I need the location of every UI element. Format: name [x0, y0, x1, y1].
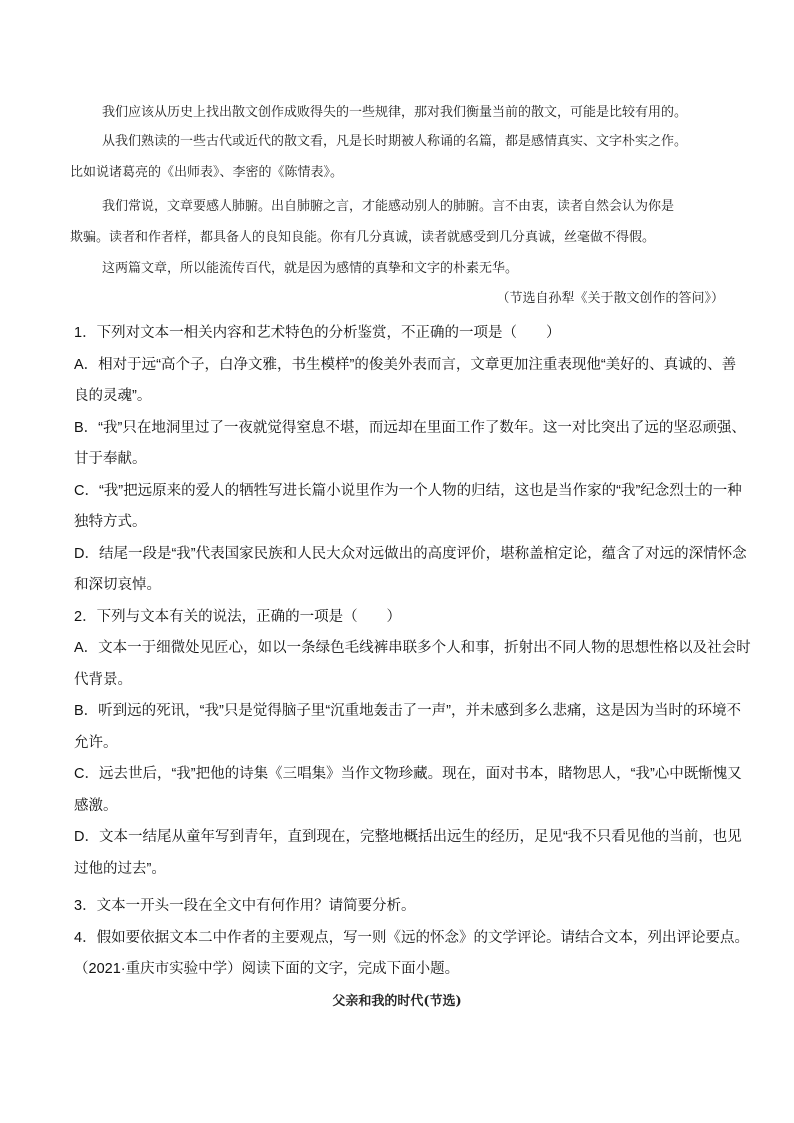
reading-intro: （2021·重庆市实验中学）阅读下面的文字，完成下面小题。	[74, 961, 460, 977]
question-2-option-b-line-2: 允许。	[74, 735, 118, 751]
passage-paragraph-3-line-1: 我们常说，文章要感人肺腑。出自肺腑之言，才能感动别人的肺腑。言不由衷，读者自然会认为你是	[102, 199, 675, 214]
passage-paragraph-4: 这两篇文章，所以能流传百代，就是因为感情的真挚和文字的朴素无华。	[102, 261, 519, 276]
question-1-stem: 1．下列对文本一相关内容和艺术特色的分析鉴赏，不正确的一项是（ ）	[74, 325, 561, 341]
question-3: 3．文本一开头一段在全文中有何作用？请简要分析。	[74, 898, 416, 914]
question-1-option-b-line-2: 甘于奉献。	[74, 451, 147, 467]
passage-paragraph-2-line-2: 比如说诸葛亮的《出师表》、李密的《陈情表》。	[70, 165, 344, 180]
question-1-option-d-line-2: 和深切哀悼。	[74, 577, 161, 593]
question-2-option-a-line-1: A．文本一于细微处见匠心，如以一条绿色毛线裤串联多个人和事，折射出不同人物的思想性格以及社会时	[74, 640, 751, 656]
question-1-option-d-line-1: D．结尾一段是“我”代表国家民族和人民大众对远做出的高度评价，堪称盖棺定论，蕴含了对远的深情怀念	[74, 546, 747, 562]
passage-source: （节选自孙犁《关于散文创作的答问》）	[496, 291, 724, 306]
question-4: 4．假如要依据文本二中作者的主要观点，写一则《远的怀念》的文学评论。请结合文本，列出评论要点。	[74, 930, 750, 946]
question-2-option-d-line-1: D．文本一结尾从童年写到青年，直到现在，完整地概括出远生的经历，足见“我不只看见他的当前，也见	[74, 829, 742, 845]
passage-paragraph-1: 我们应该从历史上找出散文创作成败得失的一些规律，那对我们衡量当前的散文，可能是比较有用的。	[102, 105, 688, 120]
next-passage-title: 父亲和我的时代(节选)	[332, 994, 462, 1009]
passage-paragraph-2-line-1: 从我们熟读的一些古代或近代的散文看，凡是长时期被人称诵的名篇，都是感情真实、文字朴实之作。	[102, 134, 688, 149]
question-2-option-c-line-1: C．远去世后，“我”把他的诗集《三唱集》当作文物珍藏。现在，面对书本，睹物思人，“我”心中既惭愧又	[74, 766, 742, 782]
question-2-option-b-line-1: B．听到远的死讯，“我”只是觉得脑子里“沉重地轰击了一声”，并未感到多么悲痛，这是因为当时的环境不	[74, 703, 741, 719]
question-2-option-c-line-2: 感激。	[74, 798, 118, 814]
question-1-option-b-line-1: B．“我”只在地洞里过了一夜就觉得窒息不堪，而远却在里面工作了数年。这一对比突出了远的坚忍顽强、	[74, 420, 746, 436]
question-2-stem: 2．下列与文本有关的说法，正确的一项是（ ）	[74, 609, 402, 625]
question-2-option-a-line-2: 代背景。	[74, 672, 132, 688]
question-1-option-a-line-2: 良的灵魂”。	[74, 388, 152, 404]
passage-paragraph-3-line-2: 欺骗。读者和作者样，都具备人的良知良能。你有几分真诚，读者就感受到几分真诚，丝毫做不得假。	[70, 230, 656, 245]
question-1-option-c-line-1: C．“我”把远原来的爱人的牺牲写进长篇小说里作为一个人物的归结，这也是当作家的“我”纪念烈士的一种	[74, 483, 742, 499]
question-1-option-a-line-1: A．相对于远“高个子，白净文雅，书生模样”的俊美外表而言，文章更加注重表现他“美好的、真诚的、善	[74, 357, 737, 373]
question-2-option-d-line-2: 过他的过去”。	[74, 861, 166, 877]
question-1-option-c-line-2: 独特方式。	[74, 514, 147, 530]
